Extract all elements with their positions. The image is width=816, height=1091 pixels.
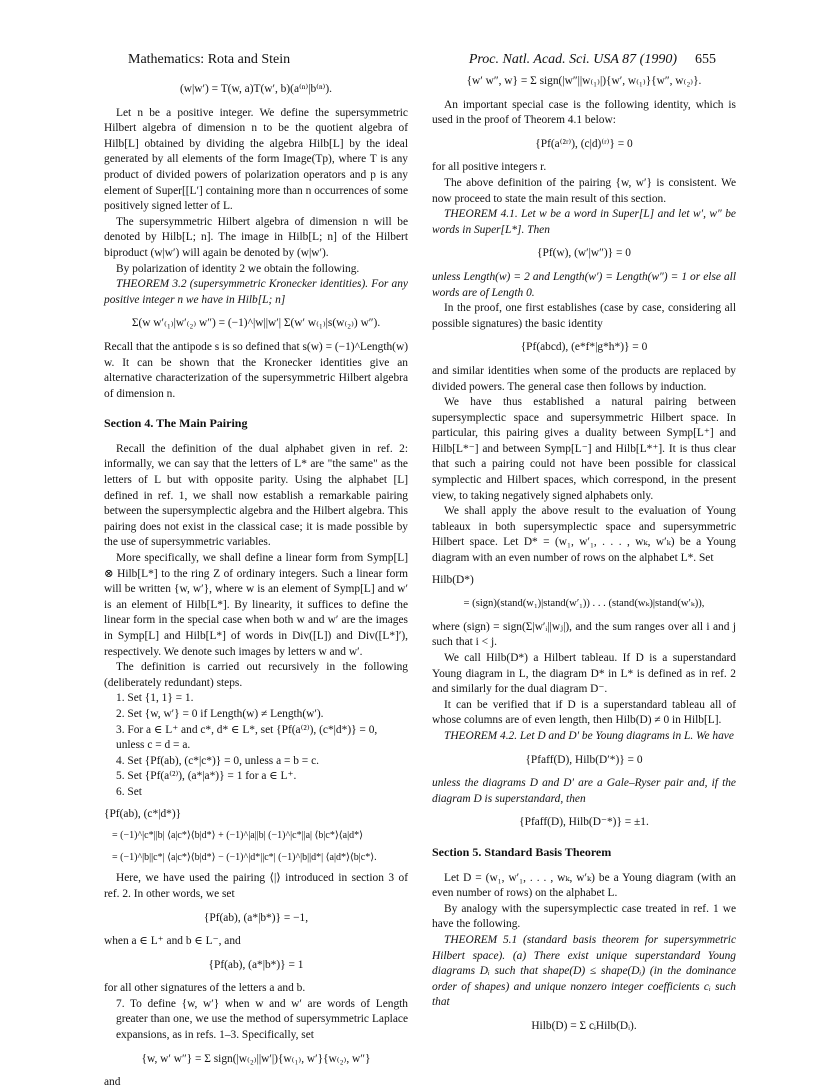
theorem-5-1: THEOREM 5.1 (standard basis theorem for supersymmetric Hilbert space). (a) There exist unique superstandard Young diagrams Dᵢ such that shape(D) ≤ shape(Dᵢ) (in the dominance order of shapes) and unique nonzero integer coefficients cᵢ such that: [432, 933, 736, 1009]
paragraph: Let D = (w₁, w′₁, . . . , wₖ, w′ₖ) be a Young diagram (with an even number of rows) on the alphabet L.: [432, 871, 736, 900]
paragraph: unless Length(w) = 2 and Length(w′) = Length(w″) = 1 or else all words are of Length 0.: [432, 270, 736, 299]
paragraph: The definition is carried out recursively in the following (deliberately redundant) steps.: [104, 661, 408, 689]
paragraph: We have thus established a natural pairing between supersymplectic space and supersymmetric Hilbert space. In particular, this pairing gives a duality between Symp[L⁺] and Hilb[L*⁻] and between Symp[L⁻] and Hilb[L*⁺]. It is thus clear that such a pairing could not have been possible for classical symplectic and Hilbert spaces, which correspond, in the present view, to taking negatively signed alphabets only.: [432, 396, 736, 502]
equation-pairing-one: {Pf(ab), (a*|b*)} = 1: [208, 958, 304, 971]
page-number: 655: [695, 52, 716, 67]
equation-step6-lhs: {Pf(ab), (c*|d*)}: [104, 807, 182, 820]
equation-laplace-expansion-2: {w′ w″, w} = Σ sign(|w″||w₍₁₎|){w′, w₍₁₎}{w″, w₍₂₎}.: [466, 75, 702, 87]
equation-hilbert-tableau-lhs: Hilb(D*): [432, 573, 474, 586]
paragraph: An important special case is the following identity, which is used in the proof of Theorem 4.1 below:: [432, 98, 736, 127]
equation-theorem-5-1: Hilb(D) = Σ cᵢHilb(Dᵢ).: [531, 1019, 637, 1032]
paragraph: Recall the definition of the dual alphabet given in ref. 2: informally, we can say that the letters of L* are "the same" as the letters of L but with opposite parity. Using the alphabet [L] defined in ref. 1, we shall now establish a remarkable pairing between the supersymplectic algebra and the Hilbert algebra. This pairing does not exist in the classical case; it is made possible by the use of supersymmetric variables.: [104, 442, 408, 549]
equation-theorem-4-1: {Pf(w), (w′|w″)} = 0: [537, 247, 631, 260]
section-heading: Section 5. Standard Basis Theorem: [432, 844, 612, 859]
paragraph: for all positive integers r.: [432, 161, 547, 174]
paragraph: We call Hilb(D*) a Hilbert tableau. If D is a superstandard Young diagram in L, the diagram D* in L* is defined as in ref. 2 and similarly for the dual diagram D⁻.: [432, 652, 736, 696]
equation-theorem-4-2a: {Pfaff(D), Hilb(D′*)} = 0: [525, 753, 643, 766]
theorem-4-1: THEOREM 4.1. Let w be a word in Super[L] and let w′, w″ be words in Super[L*]. Then: [432, 208, 736, 236]
paragraph: and: [104, 1076, 121, 1089]
paragraph: Here, we have used the pairing ⟨|⟩ introduced in section 3 of ref. 2. In other words, we set: [104, 872, 408, 900]
journal-citation: Proc. Natl. Acad. Sci. USA 87 (1990): [468, 52, 677, 67]
equation-pfaffian-special: {Pf(a⁽²ʳ⁾), (c|d)⁽ʳ⁾} = 0: [535, 137, 633, 150]
running-head-journal: [469, 52, 716, 68]
paragraph: where (sign) = sign(Σ|w′ᵢ||wⱼ|), and the sum ranges over all i and j such that i < j.: [432, 620, 736, 649]
definition-step: 5. Set {Pf(a⁽²⁾), (a*|a*)} = 1 for a ∈ L⁺.: [116, 770, 297, 783]
equation-basic-identity: {Pf(abcd), (e*f*|g*h*)} = 0: [520, 341, 648, 354]
equation-pairing-minus-one: {Pf(ab), (a*|b*)} = −1,: [203, 911, 309, 924]
equation-theorem-4-2b: {Pfaff(D), Hilb(D⁻*)} = ±1.: [519, 816, 649, 829]
paragraph: More specifically, we shall define a linear form from Symp[L] ⊗ Hilb[L*] to the ring Z of ordinary integers. Such a linear form will be written {w, w′}, where w is an element of Symp[L] and w′ is an element of Hilb[L*]. By linearity, it suffices to define the linear form in the special case when both w and w′ are the images in Symp[L] and Hilb[L*] of words in Div([L]) and Div([L*]′), respectively. We denote such images by letters w and w′.: [104, 552, 408, 658]
left-column: [104, 74, 408, 1091]
paragraph: The supersymmetric Hilbert algebra of dimension n will be denoted by Hilb[L; n]. The image in Hilb[L; n] of the Hilbert biproduct (w|w′) will again be denoted by (w|w′).: [104, 215, 408, 259]
paragraph: unless the diagrams D and D′ are a Gale–Ryser pair and, if the diagram D is superstandard, then: [432, 777, 736, 805]
paragraph: Let n be a positive integer. We define the supersymmetric Hilbert algebra of dimension n to be the quotient algebra of Hilb[L] obtained by dividing the algebra Hilb[L] by the ideal generated by all elements of the form Image(Tp), where T is any product of divided powers of polarization operators and p is any element of Super[[L′] containing more than n occurrences of some positively signed letter of L.: [104, 106, 408, 213]
right-column: [432, 74, 736, 1042]
definition-step: 1. Set {1, 1} = 1.: [116, 692, 194, 705]
paragraph: In the proof, one first establishes (case by case, considering all possible signatures) the basic identity: [432, 302, 736, 330]
paragraph: By polarization of identity 2 we obtain the following.: [116, 262, 360, 275]
definition-step: 6. Set: [116, 785, 142, 798]
section-heading: Section 4. The Main Pairing: [104, 416, 248, 431]
paragraph: By analogy with the supersymplectic case treated in ref. 1 we have the following.: [432, 902, 736, 931]
paragraph: We shall apply the above result to the evaluation of Young tableaux in both supersymplectic space and supersymmetric Hilbert space. Let D* = (w₁, w′₁, . . . , wₖ, w′ₖ) be a Young diagram with an even number of rows on the alphabet L*. Set: [432, 505, 736, 565]
theorem-3-2: THEOREM 3.2 (supersymmetric Kronecker identities). For any positive integer n we have in Hilb[L; n]: [104, 278, 408, 306]
theorem-4-2: THEOREM 4.2. Let D and D′ be Young diagrams in L. We have: [444, 729, 734, 742]
paragraph: It can be verified that if D is a superstandard tableau all of whose columns are of even length, then Hilb(D) ≠ 0 in Hilb[L].: [432, 698, 736, 727]
paragraph: and similar identities when some of the products are replaced by divided powers. The general case then follows by induction.: [432, 364, 736, 393]
definition-step: 2. Set {w, w′} = 0 if Length(w) ≠ Length(w′).: [116, 707, 324, 720]
equation-laplace-expansion: {w, w′ w″} = Σ sign(|w₍₂₎||w′|){w₍₁₎, w′}{w₍₂₎, w″}: [141, 1052, 371, 1065]
equation-kronecker: Σ(w w′₍₁₎|w′₍₂₎ w″) = (−1)^|w||w′| Σ(w′ w₍₁₎|s(w₍₂₎) w″).: [131, 317, 381, 330]
equation-hilbert-biproduct: (w|w′) = T(w, a)T(w′, b)(a⁽ⁿ⁾|b⁽ⁿ⁾).: [180, 83, 332, 95]
paragraph: when a ∈ L⁺ and b ∈ L⁻, and: [104, 935, 241, 948]
definition-step: 4. Set {Pf(ab), (c*|c*)} = 0, unless a = b = c.: [116, 754, 319, 767]
definition-step: 3. For a ∈ L⁺ and c*, d* ∈ L*, set {Pf(a⁽²⁾), (c*|d*)} = 0, unless c = d = a.: [116, 723, 378, 752]
equation-step6-line1: = (−1)^|c*||b| ⟨a|c*⟩⟨b|d*⟩ + (−1)^|a||b| (−1)^|c*||a| ⟨b|c*⟩⟨a|d*⟩: [112, 830, 364, 842]
equation-step6-line2: = (−1)^|b||c*| ⟨a|c*⟩⟨b|d*⟩ − (−1)^|d*||c*| (−1)^|b||d*| ⟨a|d*⟩⟨b|c*⟩.: [112, 851, 377, 863]
definition-step: 7. To define {w, w′} when w and w′ are words of Length greater than one, we use the method of supersymmetric Laplace expansions, as in refs. 1–3. Specifically, set: [116, 997, 408, 1042]
paragraph: for all other signatures of the letters a and b.: [104, 982, 306, 995]
equation-hilbert-tableau-rhs: = (sign)(stand(w₁)|stand(w′₁)) . . . (stand(wₖ)|stand(w′ₖ)),: [463, 598, 705, 610]
paragraph: Recall that the antipode s is so defined that s(w) = (−1)^Length(w) w. It can be shown that the Kronecker identities give an alternative characterization of the supersymmetric Hilbert algebra of dimension n.: [104, 340, 408, 400]
paragraph: The above definition of the pairing {w, w′} is consistent. We now proceed to state the main result of this section.: [432, 176, 736, 205]
running-head-authors: Mathematics: Rota and Stein: [128, 52, 291, 67]
